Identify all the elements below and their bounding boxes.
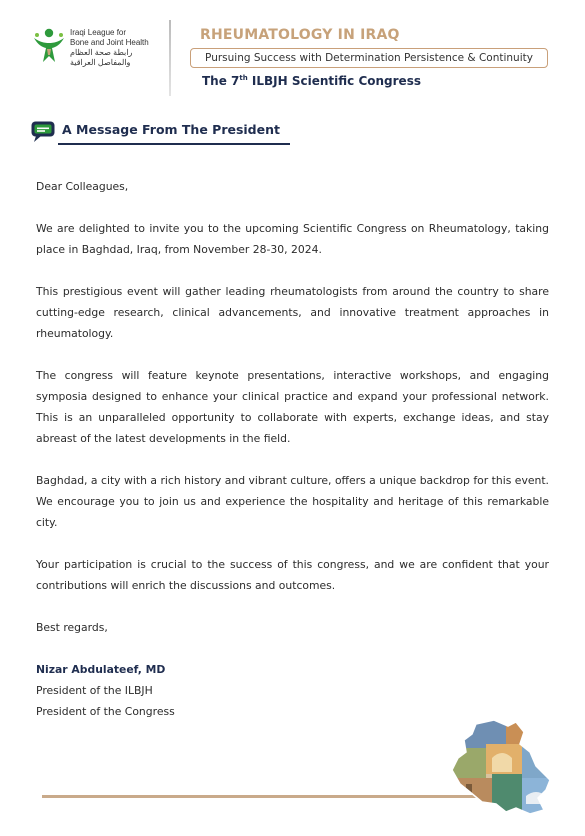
congress-prefix: The 7 (202, 74, 240, 88)
logo-arabic-line-1: رابطة صحة العظام (70, 48, 133, 57)
signature-title-2: President of the Congress (36, 705, 175, 718)
section-underline (58, 143, 290, 145)
league-logo-icon (30, 26, 68, 66)
league-logo (30, 24, 170, 84)
signature-block (36, 659, 549, 722)
closing: Best regards, (36, 621, 108, 634)
logo-line-2: Bone and Joint Health (70, 38, 149, 47)
tagline-box: Pursuing Success with Determination Persistence & Continuity (190, 48, 548, 68)
letter-paragraph-1: We are delighted to invite you to the upcoming Scientific Congress on Rheumatology, taking place in Baghdad, Iraq, from November 28-30, 2024. (36, 222, 549, 256)
salutation: Dear Colleagues, (36, 180, 129, 193)
signature-title-1: President of the ILBJH (36, 684, 153, 697)
logo-arabic-line-2: والمفاصل العراقية (70, 58, 131, 67)
letter-paragraph-2: This prestigious event will gather leading rheumatologists from around the country to share cutting-edge research, clinical advancements, and innovative treatment approaches in rheumatology. (36, 285, 549, 340)
letter-paragraph-5: Your participation is crucial to the success of this congress, and we are confident that your contributions will enrich the discussions and outcomes. (36, 558, 549, 592)
section-heading (30, 118, 290, 146)
letter-paragraph-3: The congress will feature keynote presentations, interactive workshops, and engaging symposia designed to enhance your clinical practice and expand your professional network. This is an unparalleled opportunity to collaborate with experts, exchange ideas, and stay abreast of the latest developments in the field. (36, 369, 549, 445)
section-title: A Message From The President (62, 122, 280, 137)
iraq-map-icon (446, 718, 554, 818)
page-title: RHEUMATOLOGY IN IRAQ (200, 27, 400, 43)
logo-text (70, 28, 149, 68)
logo-line-1: Iraqi League for (70, 28, 127, 37)
congress-title (202, 74, 421, 88)
iraq-map-collage-image (446, 718, 554, 818)
letter-body (36, 176, 549, 722)
letter-paragraph-4: Baghdad, a city with a rich history and vibrant culture, offers a unique backdrop for this event. We encourage you to join us and experience the hospitality and heritage of this remarkable city. (36, 474, 549, 529)
footer-rule (42, 795, 488, 798)
header-divider (169, 20, 171, 96)
congress-suffix: ILBJH Scientific Congress (247, 74, 421, 88)
signature-name: Nizar Abdulateef, MD (36, 663, 166, 676)
message-bubble-icon (30, 120, 56, 144)
congress-ordinal: th (239, 74, 248, 82)
